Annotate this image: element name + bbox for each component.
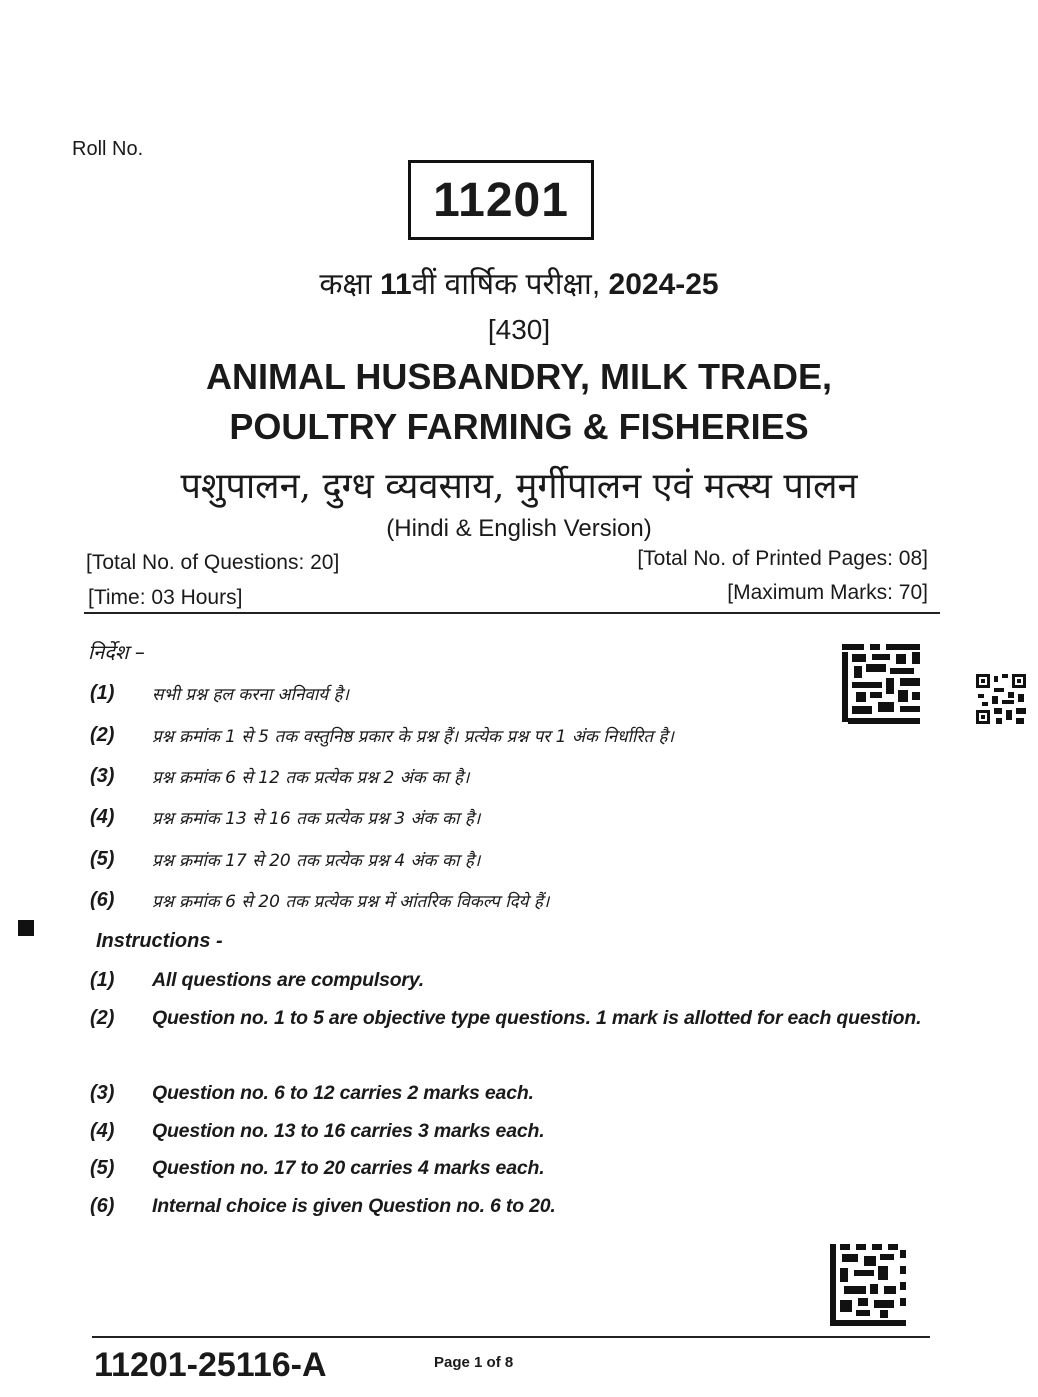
english-instruction-5: [90, 1157, 544, 1180]
english-instruction-1: [90, 969, 424, 992]
instruction-number: (6): [90, 1195, 115, 1217]
qr-code-icon: [842, 644, 920, 724]
instruction-text: प्रश्न क्रमांक 6 से 20 तक प्रत्येक प्रश्न में आंतरिक विकल्प दिये हैं।: [152, 892, 550, 912]
class-label: कक्षा: [319, 268, 372, 301]
qr-code-graphic: [842, 644, 920, 724]
divider-bottom: [92, 1336, 930, 1338]
instruction-number: (6): [90, 889, 115, 911]
instruction-text: प्रश्न क्रमांक 17 से 20 तक प्रत्येक प्रश्न 4 अंक का है।: [152, 851, 481, 871]
instruction-text: सभी प्रश्न हल करना अनिवार्य है।: [152, 685, 349, 705]
title-line-1: ANIMAL HUSBANDRY, MILK TRADE,: [206, 356, 832, 397]
divider-top: [84, 612, 940, 614]
instruction-text: Question no. 13 to 16 carries 3 marks each.: [152, 1120, 545, 1142]
title-hindi: पशुपालन, दुग्ध व्यवसाय, मुर्गीपालन एवं मत्स्य पालन: [180, 466, 858, 507]
exam-label: वीं वार्षिक परीक्षा,: [411, 268, 601, 301]
instruction-number: (4): [90, 1120, 115, 1142]
instruction-text: Question no. 1 to 5 are objective type questions. 1 mark is allotted for each question.: [152, 1007, 922, 1029]
instruction-number: (5): [90, 1157, 115, 1179]
class-number: 11: [380, 268, 412, 301]
instruction-text: Question no. 17 to 20 carries 4 marks each.: [152, 1157, 545, 1179]
instruction-text: Internal choice is given Question no. 6 to 20.: [152, 1195, 556, 1217]
english-instructions-heading: Instructions -: [96, 930, 223, 952]
qr-code-icon: [976, 674, 1026, 724]
exam-time: [Time: 03 Hours]: [88, 586, 243, 609]
instruction-text: प्रश्न क्रमांक 1 से 5 तक वस्तुनिष्ठ प्रकार के प्रश्न हैं। प्रत्येक प्रश्न पर 1 अंक निर्धारित है।: [152, 727, 674, 747]
instruction-text: All questions are compulsory.: [152, 969, 424, 991]
paper-code-box: 11201: [408, 160, 594, 240]
hindi-instruction-3: [90, 765, 470, 788]
page-number: Page 1 of 8: [434, 1354, 514, 1371]
english-instruction-6: [90, 1195, 556, 1218]
english-instruction-3: [90, 1082, 534, 1105]
qr-code-graphic: [976, 674, 1026, 724]
roll-no-label: Roll No.: [72, 138, 144, 160]
instruction-number: (1): [90, 969, 115, 991]
hindi-instructions-heading: निर्देश –: [88, 640, 145, 664]
subject-code: [430]: [487, 314, 551, 345]
maximum-marks: [Maximum Marks: 70]: [727, 581, 928, 604]
footer-paper-code: 11201-25116-A: [94, 1346, 327, 1384]
instruction-text: प्रश्न क्रमांक 6 से 12 तक प्रत्येक प्रश्न 2 अंक का है।: [152, 768, 470, 788]
instruction-number: (3): [90, 765, 115, 787]
english-instruction-4: [90, 1120, 544, 1143]
hindi-instruction-2: [90, 724, 674, 747]
instruction-number: (2): [90, 724, 115, 746]
instruction-number: (1): [90, 682, 115, 704]
class-exam-line: [0, 262, 1038, 303]
total-questions: [Total No. of Questions: 20]: [86, 551, 340, 574]
hindi-instruction-1: [90, 682, 349, 705]
english-instruction-2: [90, 1007, 930, 1036]
hindi-instruction-6: [90, 889, 549, 912]
qr-code-icon: [830, 1244, 906, 1326]
hindi-instruction-5: [90, 848, 480, 871]
instruction-number: (5): [90, 848, 115, 870]
instruction-number: (2): [90, 1007, 115, 1029]
instruction-text: Question no. 6 to 12 carries 2 marks each.: [152, 1082, 534, 1104]
version-label: (Hindi & English Version): [386, 515, 652, 542]
instruction-number: (3): [90, 1082, 115, 1104]
qr-code-graphic: [830, 1244, 906, 1326]
instruction-number: (4): [90, 806, 115, 828]
side-mark-icon: [18, 920, 34, 936]
title-line-2: POULTRY FARMING & FISHERIES: [229, 406, 809, 447]
hindi-instruction-4: [90, 806, 480, 829]
exam-year: 2024-25: [608, 268, 719, 301]
instruction-text: प्रश्न क्रमांक 13 से 16 तक प्रत्येक प्रश्न 3 अंक का है।: [152, 809, 481, 829]
total-pages: [Total No. of Printed Pages: 08]: [637, 547, 928, 570]
